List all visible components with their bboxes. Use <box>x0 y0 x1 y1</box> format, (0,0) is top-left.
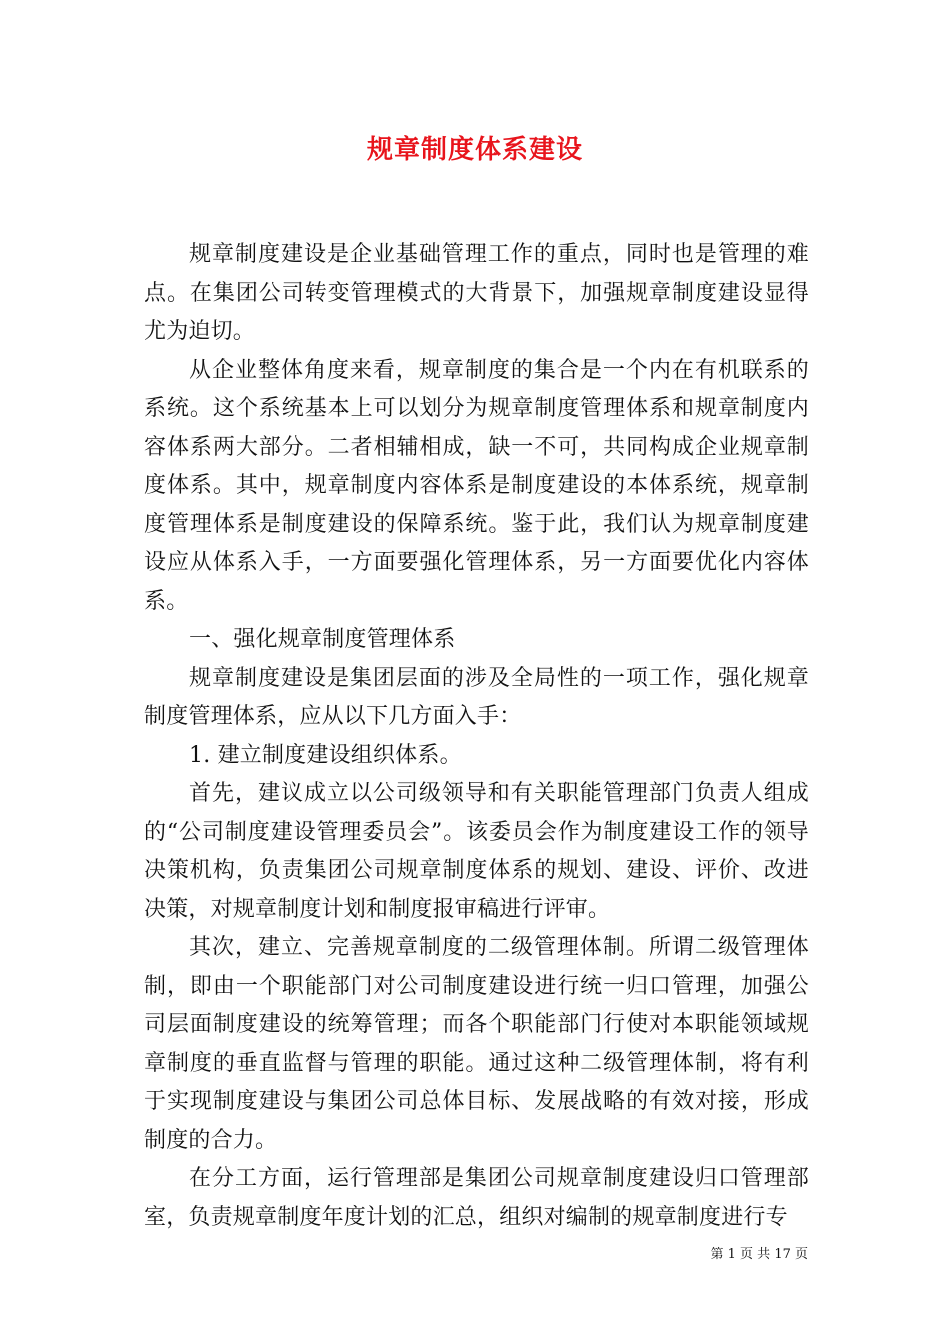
paragraph-intro: 规章制度建设是企业基础管理工作的重点，同时也是管理的难点。在集团公司转变管理模式的大背景下，加强规章制度建设显得尤为迫切。 <box>144 242 809 344</box>
paragraph-first: 首先，建议成立以公司级领导和有关职能管理部门负责人组成的“公司制度建设管理委员会”。该委员会作为制度建设工作的领导决策机构，负责集团公司规章制度体系的规划、建设、评价、改进决策，对规章制度计划和制度报审稿进行评审。 <box>144 781 809 922</box>
paragraph-system-overview: 从企业整体角度来看，规章制度的集合是一个内在有机联系的系统。这个系统基本上可以划分为规章制度管理体系和规章制度内容体系两大部分。二者相辅相成，缺一不可，共同构成企业规章制度体系。其中，规章制度内容体系是制度建设的本体系统，规章制度管理体系是制度建设的保障系统。鉴于此，我们认为规章制度建设应从体系入手，一方面要强化管理体系，另一方面要优化内容体系。 <box>144 357 809 614</box>
document-body <box>144 236 809 1237</box>
document-title: 规章制度体系建设 <box>366 135 583 165</box>
paragraph-second: 其次，建立、完善规章制度的二级管理体制。所谓二级管理体制，即由一个职能部门对公司制度建设进行统一归口管理，加强公司层面制度建设的统筹管理；而各个职能部门行使对本职能领域规章制度的垂直监督与管理的职能。通过这种二级管理体制，将有利于实现制度建设与集团公司总体目标、发展战略的有效对接，形成制度的合力。 <box>144 935 809 1153</box>
page-number-footer: 第 1 页 共 17 页 <box>710 1247 808 1262</box>
subheading-1: 1. 建立制度建设组织体系。 <box>189 742 462 768</box>
section-heading-1: 一、强化规章制度管理体系 <box>189 627 456 652</box>
paragraph-section-1-intro: 规章制度建设是集团层面的涉及全局性的一项工作，强化规章制度管理体系，应从以下几方面入手： <box>144 665 809 729</box>
paragraph-division: 在分工方面，运行管理部是集团公司规章制度建设归口管理部室，负责规章制度年度计划的汇总，组织对编制的规章制度进行专 <box>144 1166 809 1230</box>
